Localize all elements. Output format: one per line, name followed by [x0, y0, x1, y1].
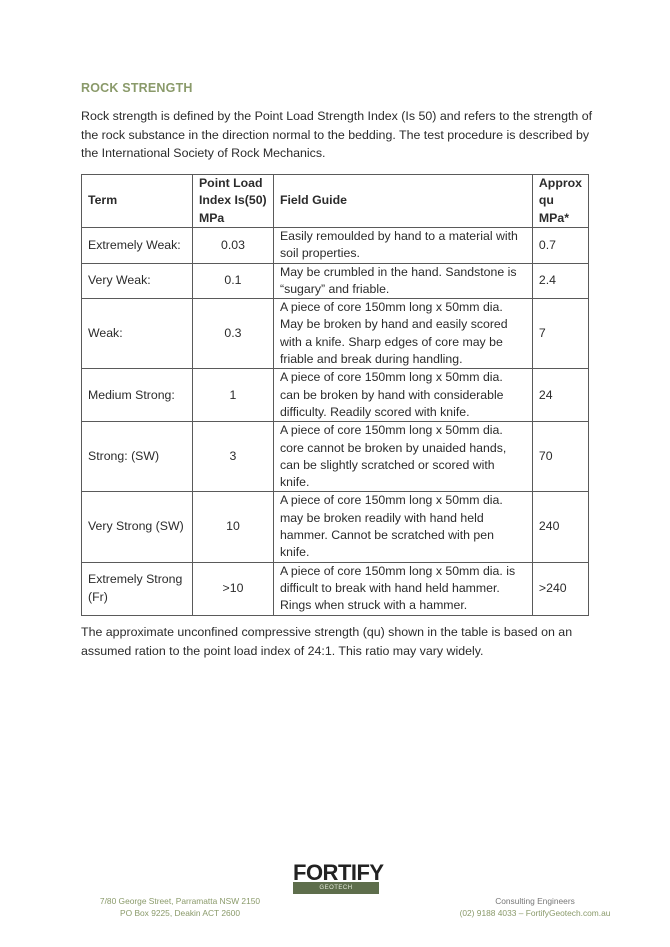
header-index-line-1: Point Load	[198, 176, 263, 191]
table-row	[82, 422, 589, 492]
table-row	[82, 263, 589, 299]
cell-index: 10	[192, 492, 273, 562]
cell-term: Very Strong (SW)	[82, 492, 193, 562]
header-index-line-3: MPa	[198, 210, 225, 225]
footer-address-line-2: PO Box 9225, Deakin ACT 2600	[120, 907, 240, 918]
footer-contact	[450, 896, 620, 919]
cell-term: Very Weak:	[82, 263, 193, 299]
cell-qu: 240	[532, 492, 588, 562]
table-row	[82, 228, 589, 264]
cell-index: 3	[192, 422, 273, 492]
cell-term: Extremely Strong (Fr)	[82, 562, 193, 615]
cell-field-guide: A piece of core 150mm long x 50mm dia. is difficult to break with hand held hammer. Rings when struck with a hammer.	[273, 562, 532, 615]
header-field-guide: Field Guide	[273, 175, 532, 228]
logo-wordmark: FORTIFY	[293, 860, 384, 885]
cell-index: 0.1	[192, 263, 273, 299]
table-row	[82, 492, 589, 562]
table-row	[82, 299, 589, 369]
cell-qu: 70	[532, 422, 588, 492]
table-header-row	[82, 175, 589, 228]
cell-field-guide: May be crumbled in the hand. Sandstone is “sugary” and friable.	[273, 263, 532, 299]
cell-index: >10	[192, 562, 273, 615]
header-qu-line-2: qu	[538, 193, 554, 208]
cell-field-guide: A piece of core 150mm long x 50mm dia. May be broken by hand and easily scored with a knife. Sharp edges of core may be friable and break during handling.	[273, 299, 532, 369]
header-qu-line-1: Approx	[538, 176, 582, 191]
footer-contact-line-1: Consulting Engineers	[495, 896, 575, 906]
cell-index: 1	[192, 369, 273, 422]
rock-strength-table	[81, 174, 589, 616]
cell-term: Medium Strong:	[82, 369, 193, 422]
footer-contact-line-2: (02) 9188 4033 – FortifyGeotech.com.au	[459, 907, 611, 918]
cell-qu: 2.4	[532, 263, 588, 299]
intro-paragraph: Rock strength is defined by the Point Load Strength Index (Is 50) and refers to the strength of the rock substance in the direction normal to the bedding. The test procedure is described by the International Society of Rock Mechanics.	[81, 109, 593, 160]
header-term: Term	[82, 175, 193, 228]
footer-address-line-1: 7/80 George Street, Parramatta NSW 2150	[99, 896, 261, 906]
header-point-load-index	[192, 175, 273, 228]
cell-index: 0.3	[192, 299, 273, 369]
table-row	[82, 369, 589, 422]
section-heading: ROCK STRENGTH	[81, 81, 193, 95]
cell-index: 0.03	[192, 228, 273, 264]
cell-term: Strong: (SW)	[82, 422, 193, 492]
cell-qu: 24	[532, 369, 588, 422]
cell-qu: >240	[532, 562, 588, 615]
footnote-paragraph: The approximate unconfined compressive strength (qu) shown in the table is based on an assumed ration to the point load index of 24:1. This ratio may vary widely.	[81, 625, 573, 658]
cell-qu: 7	[532, 299, 588, 369]
fortify-logo	[293, 860, 384, 894]
table-row	[82, 562, 589, 615]
cell-qu: 0.7	[532, 228, 588, 264]
header-qu-line-3: MPa*	[538, 210, 569, 225]
cell-field-guide: Easily remoulded by hand to a material with soil properties.	[273, 228, 532, 264]
header-index-line-2: Index Is(50)	[198, 193, 267, 208]
cell-field-guide: A piece of core 150mm long x 50mm dia. can be broken by hand with considerable difficulty. Readily scored with knife.	[273, 369, 532, 422]
footer-address	[95, 896, 265, 919]
header-approx-qu	[532, 175, 588, 228]
cell-field-guide: A piece of core 150mm long x 50mm dia. core cannot be broken by unaided hands, can be slightly scratched or scored with knife.	[273, 422, 532, 492]
cell-field-guide: A piece of core 150mm long x 50mm dia. may be broken readily with hand held hammer. Cannot be scratched with pen knife.	[273, 492, 532, 562]
cell-term: Weak:	[82, 299, 193, 369]
logo-subtitle: GEOTECH	[319, 885, 353, 891]
cell-term: Extremely Weak:	[82, 228, 193, 264]
